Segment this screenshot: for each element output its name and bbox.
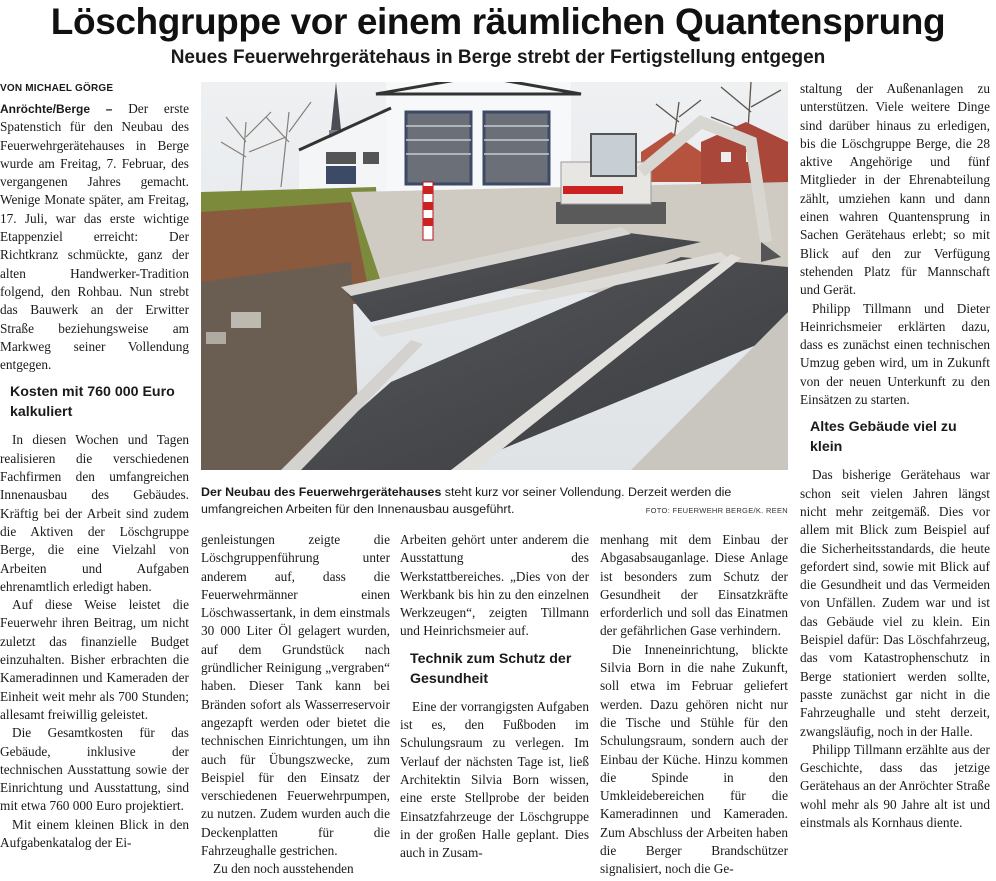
subheadline: Neues Feuerwehrgerätehaus in Berge strebt der Fertigstellung entgegen xyxy=(170,47,826,68)
caption-lead: Der Neubau des Feuerwehrgerätehauses xyxy=(201,485,442,499)
paragraph: Die Inneneinrichtung, blickte Silvia Born in die nahe Zukunft, soll etwa im Februar geliefert werden. Dazu gehören nicht nur die Tische und Stühle für den Schulungsraum, sondern auch der Einbau der Küche. Hinzu kommen die Spinde in den Umkleidebereichen für die Kameradinnen und Kameraden. Zum Abschluss der Arbeiten haben die Berger Brandschützer signalisiert, noch die Ge- xyxy=(600,641,788,877)
paragraph: Eine der vorrangigsten Aufgaben ist es, den Fußboden im Schulungsraum zu verlegen. Im Verlauf der nächsten Tage ist, ließ Architektin Silvia Born wissen, eine erste Stellprobe der beiden Einsatzfahrzeuge der Löschgruppe in der großen Halle geplant. Dies auch in Zusam- xyxy=(400,698,589,861)
article-column-2 xyxy=(201,531,390,880)
article-photo xyxy=(201,82,788,470)
headline: Löschgruppe vor einem räumlichen Quantensprung xyxy=(50,1,946,42)
paragraph: Anröchte/Berge – Der erste Spatenstich für den Neubau des Feuerwehrgerätehauses in Berge wurde am Freitag, 7. Februar, des vergangenen Jahres gemacht. Wenige Monate später, am Freitag, 17. Juli, war das erste wichtige Etappenziel erreicht: Der Richtkranz schmückte, ganz der alten Handwerker-Tradition folgend, den Rohbau. Nun strebt das Bauwerk an der Erwitter Straße beziehungsweise am Markweg seiner Vollendung entgegen. xyxy=(0,101,189,373)
article-column-1 xyxy=(0,80,189,880)
paragraph: Zu den noch ausstehenden xyxy=(213,861,354,877)
paragraph: Philipp Tillmann und Dieter Heinrichsmeier erklärten dazu, dass es zunächst einen technischen Umzug geben wird, um in Zukunft von der neuen Unterkunft zu den Einsätzen zu starten. xyxy=(800,300,990,408)
article-column-4 xyxy=(600,531,788,880)
paragraph: Das bisherige Gerätehaus war schon seit vielen Jahren längst nicht mehr zeitgemäß. Dies vor allem mit Blick zum Beispiel auf die Sicherheitsstandards, die heute gefordert sind, sowie mit Blick auf die Gesundheit und das Vermeiden von Unfällen. Zudem war und ist das Gebäude viel zu klein. Ein Beispiel dafür: Das Löschfahrzeug, das vom Katastrophenschutz in Berge stationiert werden sollte, passte zunächst gar nicht in die Fahrzeughalle und steht derzeit, zwangsläufig, noch in der Halle. xyxy=(800,467,990,739)
paragraph: staltung der Außenanlagen zu unterstützen. Viele weitere Dinge sind darüber hinaus zu erledigen, bis die Löschgruppe Berge, die 28 aktive Angehörige und fünf Mitglieder in der Ehrenabteilung zählt, umziehen kann und dann einen wahren Quantensprung in Sachen Gerätehaus erlebt; so mit Blick auf den zur Verfügung stehenden Platz für Mannschaft und Gerät. xyxy=(800,81,990,298)
paragraph: Arbeiten gehört unter anderem die Ausstattung des Werkstattbereiches. „Dies von der Werkbank bis hin zu den einzelnen Werkzeugen“, zeigten Tillmann und Heinrichsmeier auf. xyxy=(400,532,589,639)
paragraph: In diesen Wochen und Tagen realisieren die verschiedenen Fachfirmen den umfangreichen Innenausbau des Gebäudes. Kräftig bei der Arbeit sind zudem die Aktiven der Löschgruppe Berge, die eine Vielzahl von Arbeiten und Aufgaben ehrenamtlich erledigt haben. xyxy=(0,432,189,594)
paragraph: genleistungen zeigte die Löschgruppenführung unter anderem auf, dass die Feuerwehrmänner einen Löschwassertank, in dem einstmals 30 000 Liter Öl gelagert wurden, auf dem Grundstück nach gründlicher Reinigung „vergraben“ haben. Dieser Tank kann bei Bränden sofort als Wasserreservoir angezapft werden oder bietet die technischen Einrichtungen, um ihn auch für Übungszwecke, zum Beispiel für den Einsatz der verschiedenen Feuerwehrpumpen, zu nutzen. Zudem wurden auch die Deckenplatten für die Fahrzeughalle gestrichen. xyxy=(201,532,390,859)
subheading-old-building: Altes Gebäude viel zu klein xyxy=(810,419,957,456)
article-column-3 xyxy=(400,531,589,880)
dateline: Anröchte/Berge – xyxy=(0,102,113,116)
construction-site-image xyxy=(201,82,788,470)
byline: VON MICHAEL GÖRGE xyxy=(0,83,114,94)
caption-text: steht kurz vor seiner Vollendung. Derzeit werden die umfangreichen Arbeiten für den Innenausbau ausgeführt. xyxy=(201,485,732,516)
photo-credit: FOTO: FEUERWEHR BERGE/K. REEN xyxy=(645,506,788,515)
paragraph: Mit einem kleinen Blick in den Aufgabenkatalog der Ei- xyxy=(0,816,189,850)
paragraph: Die Gesamtkosten für das Gebäude, inklusive der technischen Ausstattung sowie der Einrichtung und Ausstattung, sind mit etwa 760 000 Euro projektiert. xyxy=(0,725,189,814)
paragraph: Auf diese Weise leistet die Feuerwehr ihren Beitrag, um nicht zuletzt das finanzielle Budget einzuhalten. Bisher erbrachten die Kameradinnen und Kameraden der Einheit weit mehr als 700 Stunden; allesamt freiwillig geleistet. xyxy=(0,597,189,722)
paragraph: menhang mit dem Einbau der Abgasabsauganlage. Diese Anlage ist besonders zum Schutz der Gesundheit der Einsatzkräfte erforderlich und soll das Einatmen der gefährlichen Gase verhindern. xyxy=(600,532,788,639)
paragraph: Philipp Tillmann erzählte aus der Geschichte, dass das jetzige Gerätehaus an der Anröchter Straße wohl mehr als 90 Jahre alt ist und einstmals als Kornhaus diente. xyxy=(800,741,990,830)
article-column-5 xyxy=(800,80,990,880)
subheading-technology: Technik zum Schutz der Gesundheit xyxy=(410,650,572,687)
photo-caption xyxy=(201,484,788,520)
subheading-costs: Kosten mit 760 000 Euro kalkuliert xyxy=(10,384,175,421)
